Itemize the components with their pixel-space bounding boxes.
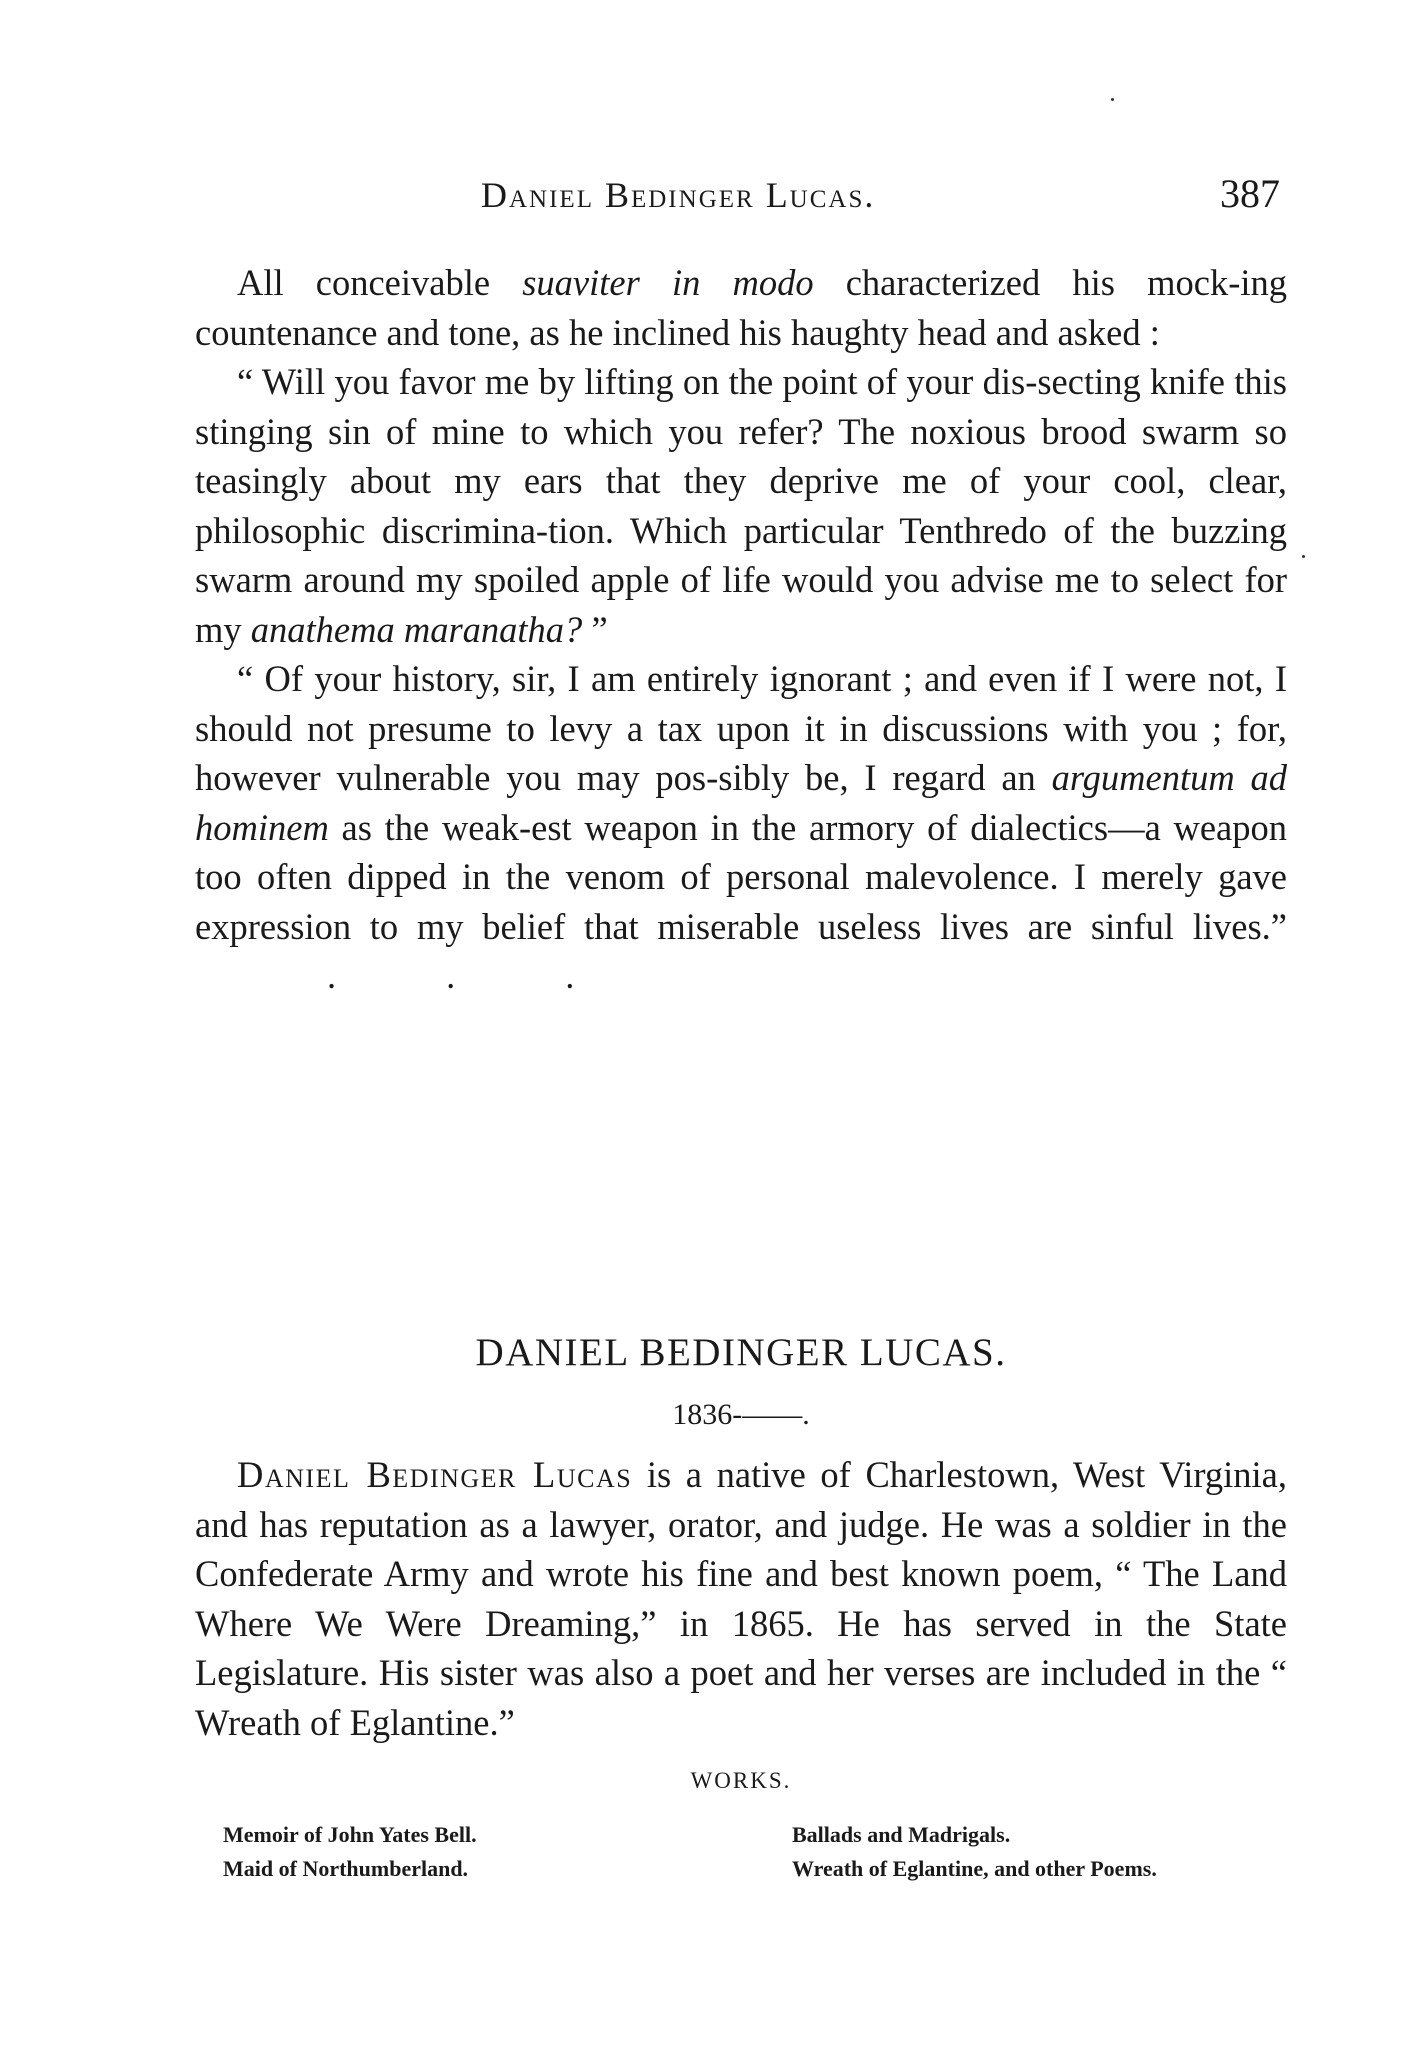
ellipsis-marks: [285, 951, 684, 1001]
stray-ink-mark: [1111, 98, 1114, 101]
italic-phrase: argumentum ad hominem: [195, 757, 1288, 848]
paragraph: [195, 1450, 1287, 1747]
works-heading: WORKS.: [690, 1768, 792, 1793]
italic-phrase: suaviter in modo: [522, 262, 814, 303]
passage: [195, 258, 1287, 1001]
work-title: Ballads and Madrigals.: [792, 1822, 1011, 1847]
text-run: “ Of your history, sir, I am entirely ignorant ; and even if I were not, I should not presume to levy a tax upon it in discussions with you ; for, however vulnerable you may pos-sibly be, I regard an: [195, 658, 1287, 798]
paragraph: [195, 654, 1287, 1001]
ellipsis-dot: .: [446, 955, 456, 996]
running-title: Daniel Bedinger Lucas.: [481, 175, 876, 215]
text-run: All conceivable: [237, 262, 523, 303]
stray-ink-mark: [1302, 555, 1305, 558]
text-run: ”: [582, 608, 608, 650]
page-number: 387: [1220, 171, 1280, 216]
ellipsis-dot: .: [565, 955, 575, 996]
bio-name: Daniel Bedinger Lucas: [237, 1454, 633, 1495]
biography: [195, 1450, 1287, 1747]
work-title: Memoir of John Yates Bell.: [223, 1822, 477, 1847]
text-run: is a native of Charlestown, West Virginia, and has reputation as a lawyer, orator, and judge. He was a soldier in the Confederate Army and wrote his fine and best known poem, “ The Land Where We Were Dreaming,” in 1865. He has served in the State Legislature. His sister was also a poet and her verses are included in the “ Wreath of Eglantine.”: [195, 1454, 1288, 1743]
work-title: Maid of Northumberland.: [223, 1856, 469, 1881]
ellipsis-dot: .: [327, 955, 337, 996]
work-title: Wreath of Eglantine, and other Poems.: [792, 1856, 1157, 1881]
running-head: [195, 168, 1280, 228]
works-list-left: [223, 1818, 477, 1886]
section-dates: 1836-——.: [672, 1398, 810, 1431]
text-run: “ Will you favor me by lifting on the point of your dis-secting knife this stinging sin of mine to which you refer? The noxious brood swarm so teasingly about my ears that they deprive me of your cool, clear, philosophic discrimina-tion. Which particular Tenthredo of the buzzing swarm around my spoiled apple of life would you advise me to select for my: [195, 361, 1287, 650]
paragraph: [195, 357, 1287, 654]
text-run: characterized his mock-ing countenance and tone, as he inclined his haughty head and asked :: [195, 262, 1287, 353]
paragraph: [195, 258, 1287, 357]
italic-phrase: anathema maranatha?: [250, 608, 583, 650]
section-heading: DANIEL BEDINGER LUCAS.: [475, 1331, 1007, 1374]
works-list-right: [792, 1818, 1157, 1886]
text-run: as the weak-est weapon in the armory of dialectics—a weapon too often dipped in the venom of personal malevolence. I merely gave expression to my belief that miserable useless lives are sinful lives.”: [195, 806, 1287, 947]
